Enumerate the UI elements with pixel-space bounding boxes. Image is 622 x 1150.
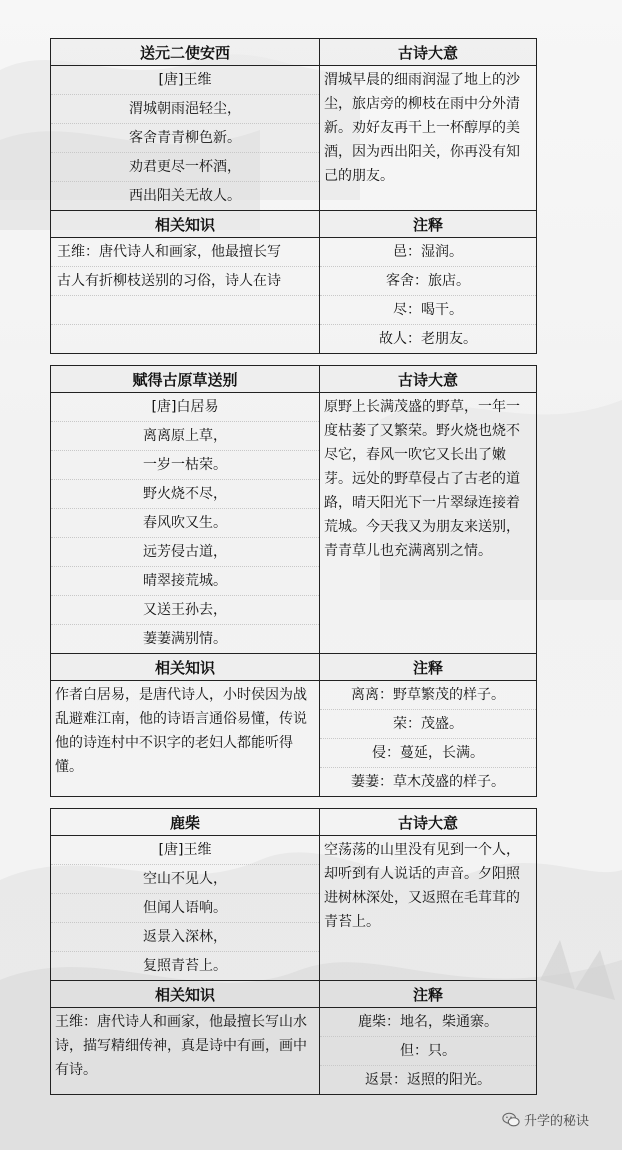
- notes-list: [320, 1008, 537, 1095]
- poem-lines: [51, 393, 320, 654]
- poem-line: 远芳侵古道，: [51, 538, 319, 567]
- poem-meaning: 渭城早晨的细雨润湿了地上的沙尘，旅店旁的柳枝在雨中分外清新。劝好友再干上一杯醇厚的美酒，因为西出阳关，你再没有知己的朋友。: [324, 72, 520, 184]
- knowledge-header: 相关知识: [51, 654, 320, 681]
- poem-author: [唐]王维: [51, 66, 319, 95]
- poem-line: 西出阳关无故人。: [129, 188, 241, 204]
- watermark-text: 升学的秘诀: [524, 1114, 590, 1129]
- poem-line: 劝君更尽一杯酒，: [51, 153, 319, 182]
- note-item: 侵：蔓延，长满。: [320, 739, 536, 768]
- meaning-header: 古诗大意: [320, 39, 537, 66]
- poem-lines: [51, 66, 320, 211]
- poem-table-3: [50, 808, 537, 1095]
- note-item: 客舍：旅店。: [320, 267, 536, 296]
- poem-line: 复照青苔上。: [143, 958, 227, 974]
- poem-line: 客舍青青柳色新。: [51, 124, 319, 153]
- poem-line: 渭城朝雨浥轻尘，: [51, 95, 319, 124]
- poem-title: 赋得古原草送别: [51, 366, 320, 393]
- poem-meaning: 空荡荡的山里没有见到一个人，却听到有人说话的声音。夕阳照进树林深处，又返照在毛茸茸的青苔上。: [324, 842, 520, 930]
- wechat-icon: [502, 1111, 520, 1129]
- poem-line: 萋萋满别情。: [143, 631, 227, 647]
- poem-line: 空山不见人，: [51, 865, 319, 894]
- knowledge-lines: [51, 238, 320, 354]
- poem-line: 返景入深林，: [51, 923, 319, 952]
- note-item: 尽：喝干。: [320, 296, 536, 325]
- note-item: 鹿柴：地名，柴通寨。: [320, 1008, 536, 1037]
- poem-table-1: [50, 38, 537, 354]
- notes-list: [320, 238, 537, 354]
- note-item: 返景：返照的阳光。: [365, 1072, 491, 1088]
- poem-line: 一岁一枯荣。: [51, 451, 319, 480]
- poem-line: 又送王孙去，: [51, 596, 319, 625]
- notes-header: 注释: [320, 981, 537, 1008]
- note-item: 故人：老朋友。: [379, 331, 477, 347]
- watermark: [502, 1110, 589, 1129]
- poem-author: [唐]王维: [51, 836, 319, 865]
- poem-table-2: [50, 365, 537, 797]
- knowledge-header: 相关知识: [51, 981, 320, 1008]
- poem-line: 春风吹又生。: [51, 509, 319, 538]
- poem-author: [唐]白居易: [51, 393, 319, 422]
- meaning-header: 古诗大意: [320, 366, 537, 393]
- note-item: 萋萋：草木茂盛的样子。: [351, 774, 505, 790]
- poem-meaning: 原野上长满茂盛的野草，一年一度枯萎了又繁荣。野火烧也烧不尽它，春风一吹它又长出了嫩芽。远处的野草侵占了古老的道路，晴天阳光下一片翠绿连接着荒城。今天我又为朋友来送别，青青草儿也充满离别之情。: [324, 399, 520, 559]
- notes-header: 注释: [320, 211, 537, 238]
- note-item: 荣：茂盛。: [320, 710, 536, 739]
- poem-title: 送元二使安西: [51, 39, 320, 66]
- notes-header: 注释: [320, 654, 537, 681]
- knowledge-text: 王维：唐代诗人和画家，他最擅长写山水诗，描写精细传神，真是诗中有画，画中有诗。: [55, 1014, 307, 1078]
- knowledge-line: 王维：唐代诗人和画家，他最擅长写: [51, 238, 319, 267]
- poem-lines: [51, 836, 320, 981]
- poem-line: 但闻人语响。: [51, 894, 319, 923]
- note-item: 邑：湿润。: [320, 238, 536, 267]
- meaning-header: 古诗大意: [320, 809, 537, 836]
- poem-title: 鹿柴: [51, 809, 320, 836]
- knowledge-text: 作者白居易，是唐代诗人，小时侯因为战乱避难江南，他的诗语言通俗易懂，传说他的诗连村中不识字的老妇人都能听得懂。: [55, 687, 307, 775]
- knowledge-line: 古人有折柳枝送别的习俗，诗人在诗: [51, 267, 319, 296]
- poem-line: 野火烧不尽，: [51, 480, 319, 509]
- poem-line: 离离原上草，: [51, 422, 319, 451]
- knowledge-header: 相关知识: [51, 211, 320, 238]
- note-item: 离离：野草繁茂的样子。: [320, 681, 536, 710]
- note-item: 但：只。: [320, 1037, 536, 1066]
- notes-list: [320, 681, 537, 797]
- poem-line: 晴翠接荒城。: [51, 567, 319, 596]
